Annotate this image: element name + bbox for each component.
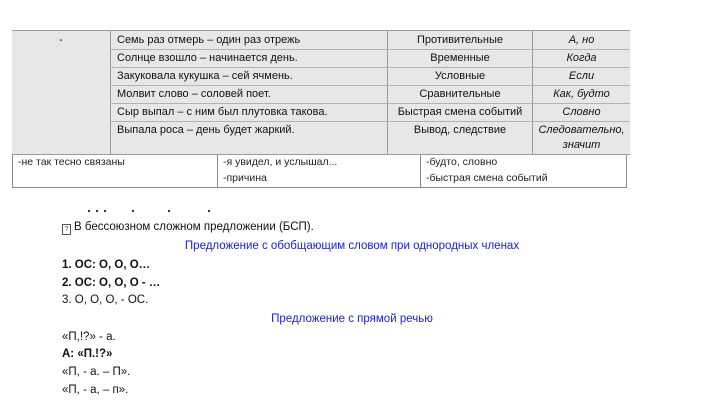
meaning: Условные <box>387 68 532 85</box>
conjunction <box>532 122 630 154</box>
lower-cell: -не так тесно связаны <box>18 156 125 168</box>
quote-scheme: А: «П.!?» <box>62 348 113 360</box>
lower-cell: -я увидел, и услышал... <box>223 156 338 168</box>
conjunction: Если <box>532 68 630 85</box>
section-title: Предложение с обобщающим словом при однородных членах <box>184 240 520 252</box>
bsp-heading-text: В бессоюзном сложном предложении (БСП). <box>74 221 314 233</box>
scheme-line: 3. О, О, О, - ОС. <box>62 294 149 306</box>
example-sentence: Семь раз отмерь – один раз отрежь <box>110 31 387 49</box>
table-row <box>12 31 630 49</box>
lower-table <box>12 155 627 188</box>
table-row <box>12 86 630 103</box>
meaning: Временные <box>387 50 532 67</box>
meaning: Быстрая смена событий <box>387 104 532 121</box>
quote-scheme: «П, - а. – П». <box>62 366 131 378</box>
scheme-line: 2. ОС: О, О, О - … <box>62 277 161 289</box>
meaning: Противительные <box>387 31 532 49</box>
bsp-heading <box>62 221 314 235</box>
conjunction: Когда <box>532 50 630 67</box>
scheme-line: 1. ОС: О, О, О… <box>62 259 151 271</box>
section-title: Предложение с прямой речью <box>271 313 433 325</box>
conjunction-line: Следовательно, <box>538 124 625 136</box>
conjunction-table <box>12 30 630 155</box>
conjunction: Как, будто <box>532 86 630 103</box>
table-row <box>12 68 630 85</box>
stray-dots <box>88 210 218 216</box>
conjunction: А, но <box>532 31 630 49</box>
lower-cell: -быстрая смена событий <box>426 172 548 184</box>
conjunction-line: значит <box>562 139 601 151</box>
table-row <box>12 104 630 121</box>
table-row <box>12 50 630 67</box>
example-sentence: Выпала роса – день будет жаркий. <box>110 122 387 154</box>
example-sentence: Сыр выпал – с ним был плутовка такова. <box>110 104 387 121</box>
meaning: Вывод, следствие <box>387 122 532 154</box>
example-sentence: Молвит слово – соловей поет. <box>110 86 387 103</box>
example-sentence: Солнце взошло – начинается день. <box>110 50 387 67</box>
meaning: Сравнительные <box>387 86 532 103</box>
quote-scheme: «П,!?» - а. <box>62 331 116 343</box>
table-row <box>12 122 630 154</box>
lower-cell: -будто, словно <box>426 156 498 168</box>
missing-glyph-icon: ? <box>62 224 71 235</box>
row-mark: - <box>59 33 63 46</box>
lower-cell: -причина <box>223 172 267 184</box>
conjunction: Словно <box>532 104 630 121</box>
example-sentence: Закуковала кукушка – сей ячмень. <box>110 68 387 85</box>
quote-scheme: «П, - а, – п». <box>62 384 129 396</box>
